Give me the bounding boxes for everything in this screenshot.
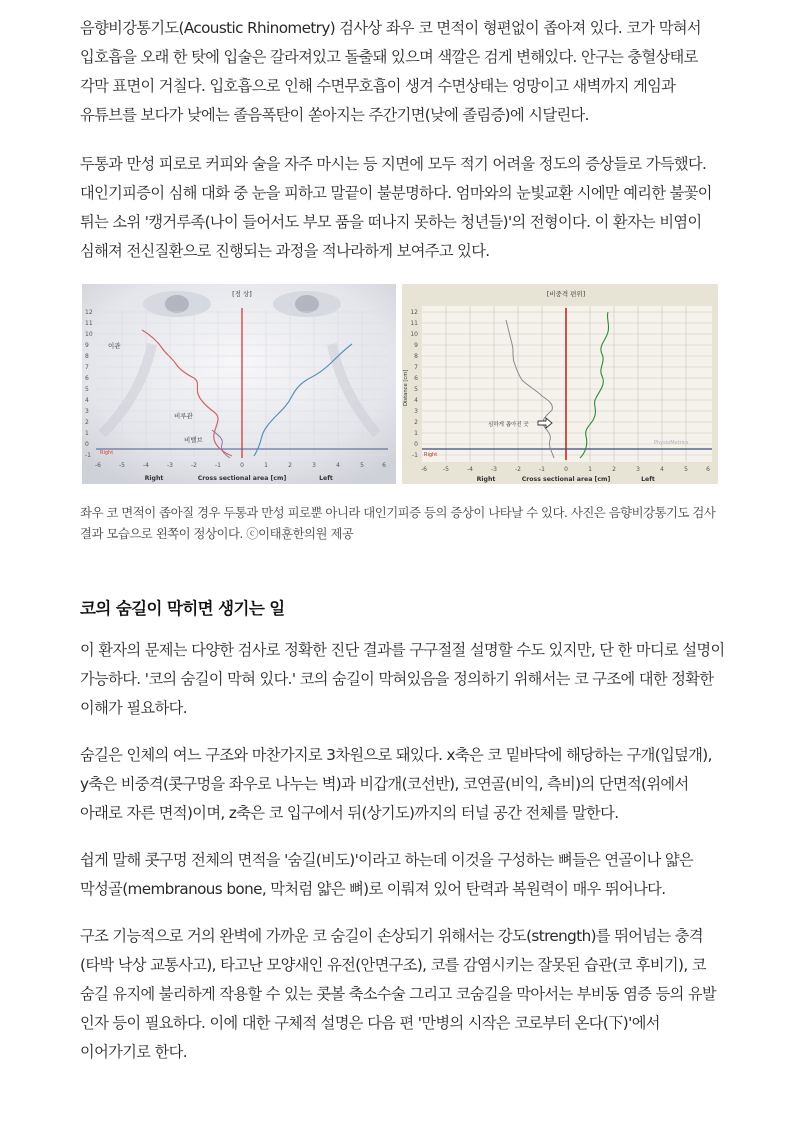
svg-text:1: 1: [588, 466, 592, 473]
svg-text:5: 5: [684, 466, 688, 473]
svg-text:2: 2: [414, 419, 418, 426]
svg-text:1: 1: [85, 430, 89, 437]
svg-text:0: 0: [564, 466, 568, 473]
chart-normal-title: [정 상]: [232, 290, 252, 298]
svg-text:5: 5: [360, 462, 364, 469]
svg-text:3: 3: [312, 462, 316, 469]
chart-deviated-septum: [402, 284, 718, 484]
svg-text:7: 7: [85, 364, 89, 371]
svg-text:9: 9: [85, 342, 89, 349]
chart-normal-corner-label: Right: [100, 450, 114, 456]
svg-text:0: 0: [85, 441, 89, 448]
svg-text:4: 4: [414, 397, 418, 404]
chart-normal-xlabel: Cross sectional area [cm]: [197, 475, 287, 482]
svg-text:6: 6: [706, 466, 710, 473]
section-paragraph-1: 이 환자의 문제는 다양한 검사로 정확한 진단 결과를 구구절절 설명할 수도 있지만, 단 한 마디로 설명이 가능하다. '코의 숨길이 막혀 있다.' 코의 숨길이 막혀있음을 정의하기 위해서는 코 구조에 대한 정확한 이해가 필요하다.: [80, 641, 725, 717]
svg-text:0: 0: [414, 441, 418, 448]
svg-text:1: 1: [264, 462, 268, 469]
chart-normal-annotation-nasolacrimal: 비루관: [174, 412, 193, 420]
chart-deviated-annotation-narrowed: 심하게 좁아진 곳: [488, 422, 529, 428]
svg-text:8: 8: [85, 353, 89, 360]
figure-caption: 좌우 코 면적이 좁아질 경우 두통과 만성 피로뿐 아니라 대인기피증 등의 증상이 나타날 수 있다. 사진은 음향비강통기도 검사 결과 모습으로 왼쪽이 정상이다. ⓒ이태훈한의원 제공: [80, 505, 716, 541]
svg-text:9: 9: [414, 342, 418, 349]
chart-normal-side-right: Right: [144, 475, 164, 482]
chart-deviated-ylabel: Distance [cm]: [403, 369, 409, 406]
chart-deviated-title: [비중격 편위]: [546, 290, 586, 298]
svg-text:-1: -1: [85, 452, 91, 459]
svg-text:-5: -5: [119, 462, 125, 469]
acoustic-rhinometry-figure: [80, 284, 725, 484]
svg-text:-1: -1: [539, 466, 545, 473]
svg-text:5: 5: [85, 386, 89, 393]
svg-text:4: 4: [85, 397, 89, 404]
svg-text:1: 1: [414, 430, 418, 437]
chart-normal-annotation-valve: 비밸브: [184, 436, 203, 444]
svg-text:-5: -5: [443, 466, 449, 473]
svg-text:4: 4: [660, 466, 664, 473]
svg-text:-3: -3: [167, 462, 173, 469]
paragraph-intro-1: 음향비강통기도(Acoustic Rhinometry) 검사상 좌우 코 면적이 형편없이 좁아져 있다. 코가 막혀서 입호흡을 오래 한 탓에 입술은 갈라져있고 돌출돼 있으며 색깔은 검게 변해있다. 안구는 충혈상태로 각막 표면이 거칠다. 입호흡으로 인해 수면무호흡이 생겨 수면상태는 엉망이고 새벽까지 게임과 유튜브를 보다가 낮에는 졸음폭탄이 쏟아지는 주간기면(낮에 졸림증)에 시달린다.: [80, 19, 701, 124]
svg-text:8: 8: [414, 353, 418, 360]
svg-text:-6: -6: [421, 466, 427, 473]
svg-text:-4: -4: [467, 466, 473, 473]
svg-text:-1: -1: [412, 452, 418, 459]
chart-deviated-side-left: Left: [641, 476, 655, 483]
svg-text:7: 7: [414, 364, 418, 371]
svg-text:5: 5: [414, 386, 418, 393]
svg-text:3: 3: [85, 408, 89, 415]
section-paragraph-3: 쉽게 말해 콧구멍 전체의 면적을 '숨길(비도)'이라고 하는데 이것을 구성하는 뼈들은 연골이나 얇은 막성골(membranous bone, 막처럼 얇은 뼈)로 이뤄져 있어 탄력과 복원력이 매우 뛰어나다.: [80, 851, 694, 898]
svg-text:10: 10: [410, 331, 418, 338]
svg-text:3: 3: [636, 466, 640, 473]
svg-text:3: 3: [414, 408, 418, 415]
svg-text:-6: -6: [95, 462, 101, 469]
svg-text:2: 2: [612, 466, 616, 473]
svg-text:-4: -4: [143, 462, 149, 469]
svg-text:6: 6: [382, 462, 386, 469]
svg-text:-3: -3: [491, 466, 497, 473]
section-paragraph-2: 숨길은 인체의 여느 구조와 마찬가지로 3차원으로 돼있다. x축은 코 밑바닥에 해당하는 구개(입덮개), y축은 비중격(콧구멍을 좌우로 나누는 벽)과 비갑개(코선반), 코연골(비익, 측비)의 단면적(위에서 아래로 자른 면적)이며, z축은 코 입구에서 뒤(상기도)까지의 터널 공간 전체를 말한다.: [80, 746, 712, 822]
svg-text:11: 11: [85, 320, 93, 327]
svg-text:2: 2: [85, 419, 89, 426]
article: [80, 14, 725, 1085]
section-paragraph-4: 구조 기능적으로 거의 완벽에 가까운 코 숨길이 손상되기 위해서는 강도(strength)를 뛰어넘는 충격(타박 낙상 교통사고), 타고난 모양새인 유전(안면구조), 코를 감염시키는 잘못된 습관(코 후비기), 코 숨길 유지에 불리하게 작용할 수 있는 콧볼 축소수술 그리고 코숨길을 막아서는 부비동 염증 등의 유발 인자 등이 필요하다. 이에 대한 구체적 설명은 다음 편 '만병의 시작은 코로부터 온다(下)'에서 이어가기로 한다.: [80, 927, 717, 1061]
svg-text:12: 12: [410, 309, 418, 316]
svg-text:6: 6: [414, 375, 418, 382]
svg-text:11: 11: [410, 320, 418, 327]
paragraph-intro-2: 두통과 만성 피로로 커피와 술을 자주 마시는 등 지면에 모두 적기 어려울 정도의 증상들로 가득했다. 대인기피증이 심해 대화 중 눈을 피하고 말끝이 불분명하다. 엄마와의 눈빛교환 시에만 예리한 불꽃이 튀는 소위 '캥거루족(나이 들어서도 부모 품을 떠나지 못하는 청년들)'의 전형이다. 이 환자는 비염이 심해져 전신질환으로 진행되는 과정을 적나라하게 보여주고 있다.: [80, 155, 712, 260]
svg-text:4: 4: [336, 462, 340, 469]
chart-deviated-xlabel: Cross sectional area [cm]: [521, 476, 611, 483]
chart-deviated-watermark: PhysioMetrics: [654, 440, 689, 446]
section-heading: 코의 숨길이 막히면 생기는 일: [80, 599, 285, 618]
svg-text:-1: -1: [215, 462, 221, 469]
chart-normal-side-left: Left: [319, 475, 333, 482]
chart-normal: [82, 284, 396, 484]
svg-text:-2: -2: [515, 466, 521, 473]
svg-text:12: 12: [85, 309, 93, 316]
svg-text:10: 10: [85, 331, 93, 338]
svg-text:6: 6: [85, 375, 89, 382]
svg-text:0: 0: [240, 462, 244, 469]
chart-deviated-side-right: Right: [476, 476, 496, 483]
svg-text:2: 2: [288, 462, 292, 469]
svg-text:-2: -2: [191, 462, 197, 469]
chart-deviated-corner-label: Right: [424, 452, 438, 458]
chart-normal-annotation-eustachian: 이관: [108, 342, 121, 350]
